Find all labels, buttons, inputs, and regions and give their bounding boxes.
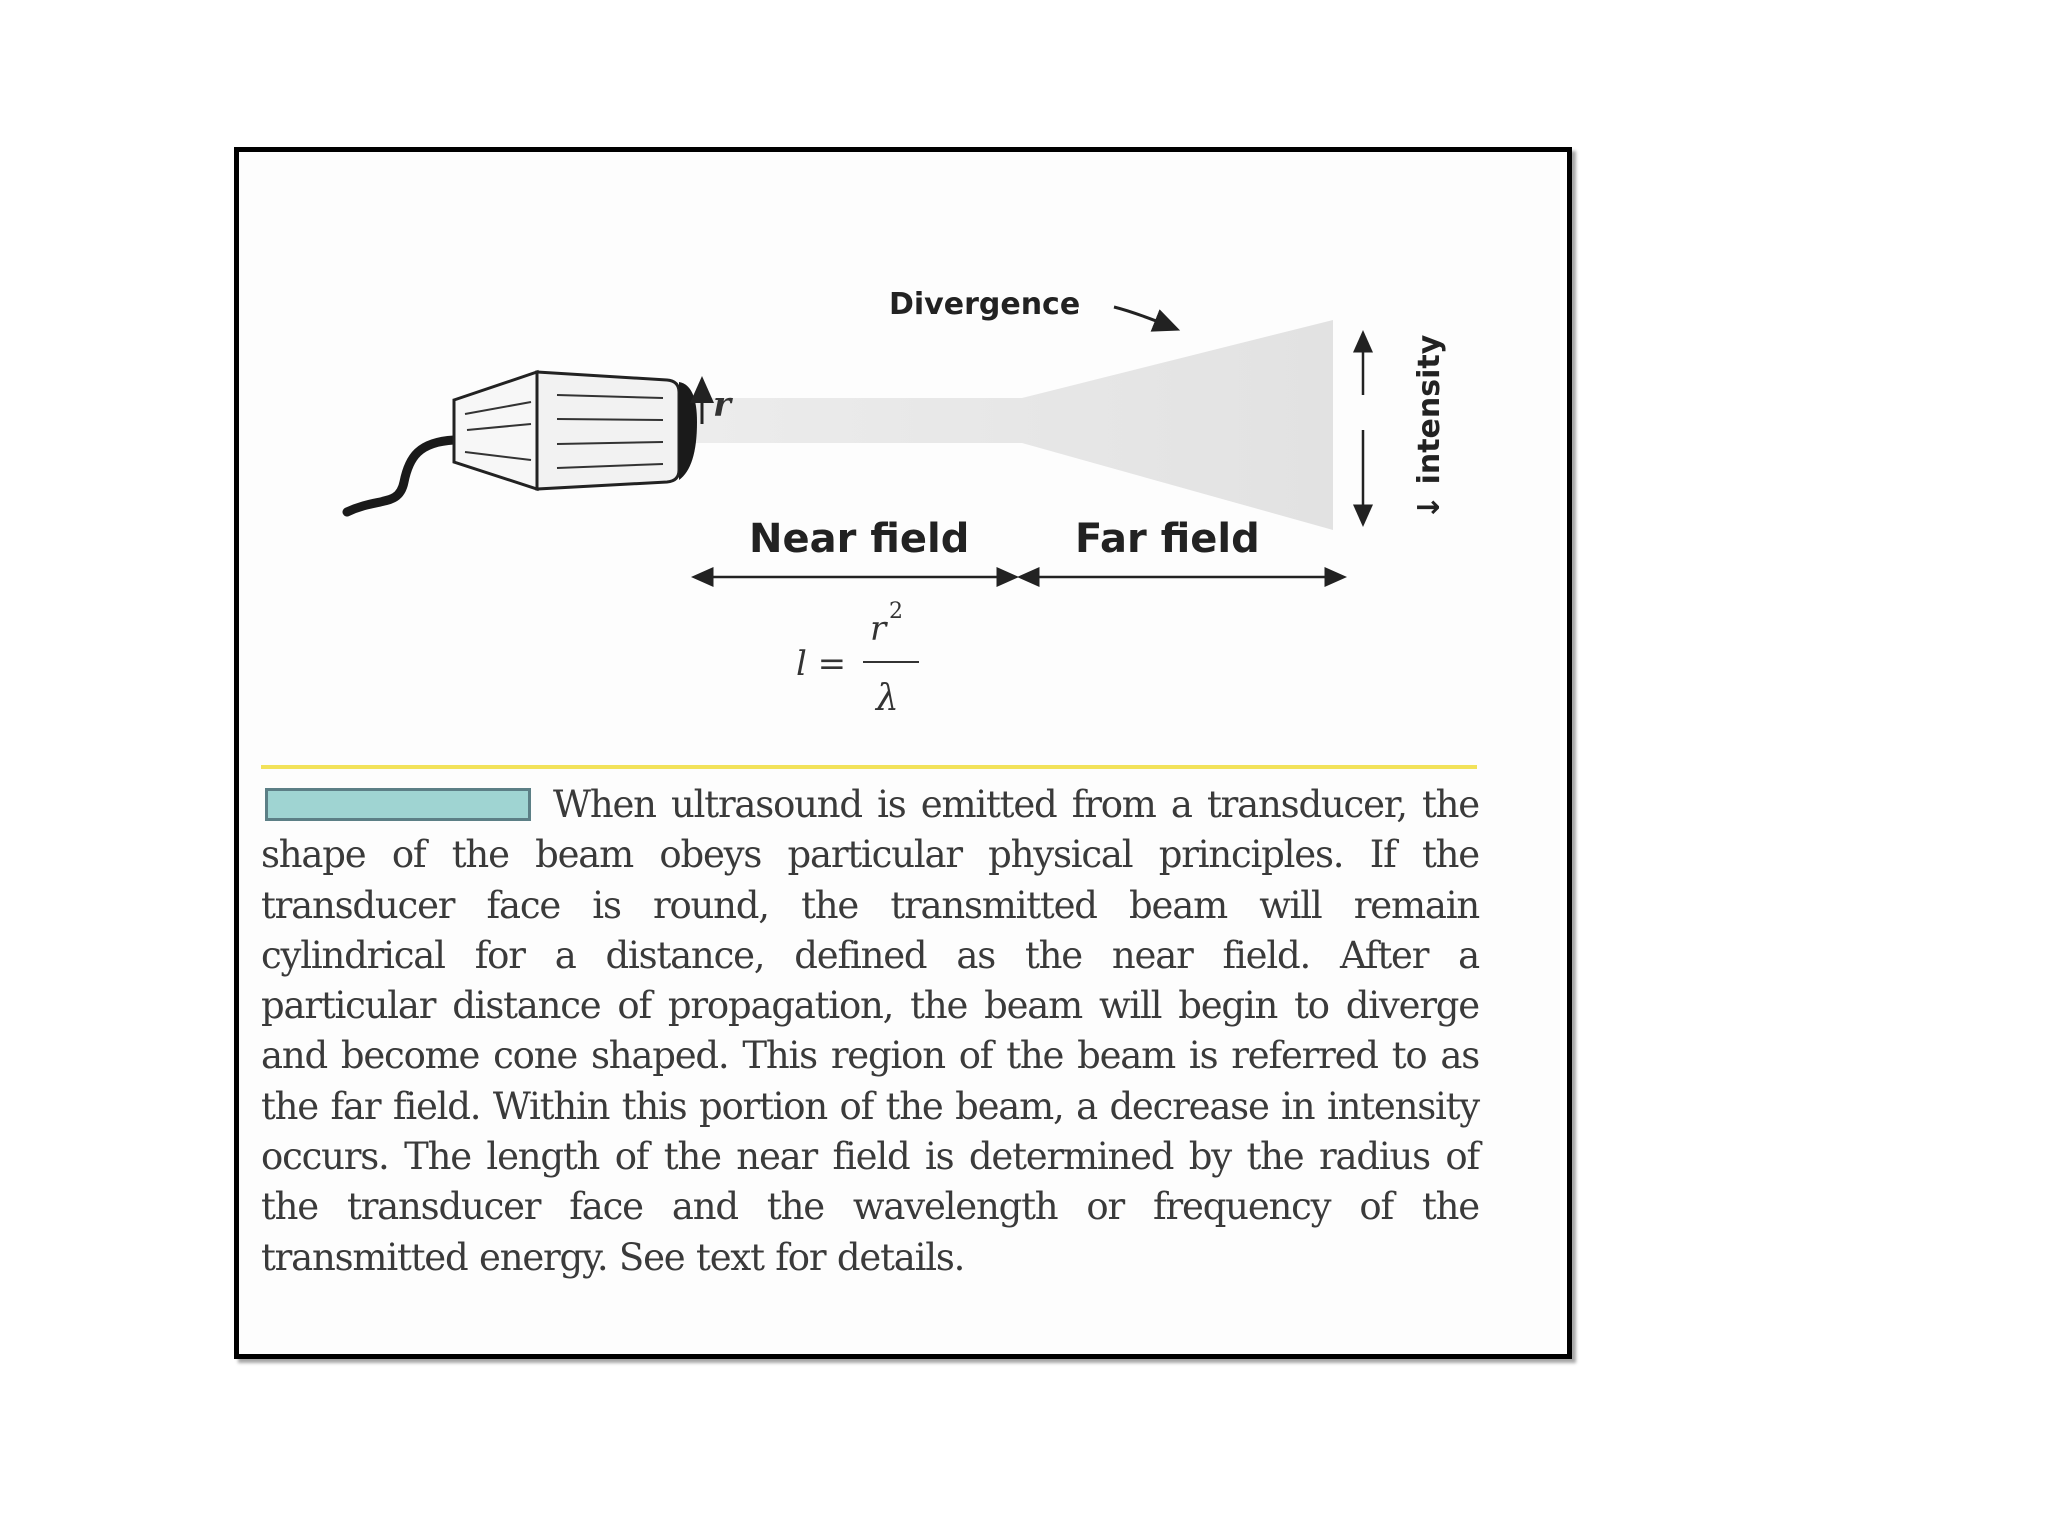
formula-denominator: λ <box>876 678 899 719</box>
formula-numerator: r <box>870 609 887 649</box>
ultrasound-beam <box>689 320 1333 530</box>
caption-divider <box>261 765 1477 769</box>
formula-lhs: l = <box>796 644 847 684</box>
figure-caption <box>261 780 1479 1283</box>
figure-frame <box>234 147 1572 1359</box>
near-field-label: Near field <box>749 516 970 562</box>
divergence-label: Divergence <box>889 287 1081 322</box>
transducer-icon <box>454 372 697 489</box>
far-field-label: Far field <box>1075 516 1260 562</box>
transducer-cable <box>347 440 454 512</box>
transducer-beam-diagram <box>239 152 1567 762</box>
radius-label: r <box>713 385 731 425</box>
caption-body: When ultrasound is emitted from a transducer, the shape of the beam obeys particular physical principles. If the transducer face is round, the transmitted beam will remain cylindrical for a distance, defined as the near field. After a particular distance of propagation, the beam will begin to diverge and become cone shaped. This region of the beam is referred to as the far field. Within this portion of the beam, a decrease in intensity occurs. The length of the near field is determined by the radius of the transducer face and the wavelength or frequency of the transmitted energy. See text for details. <box>261 783 1479 1279</box>
divergence-arrow <box>1114 307 1169 326</box>
formula-exponent: 2 <box>889 599 903 624</box>
intensity-label: ↓ intensity <box>1412 334 1447 520</box>
near-field-formula <box>796 599 919 719</box>
